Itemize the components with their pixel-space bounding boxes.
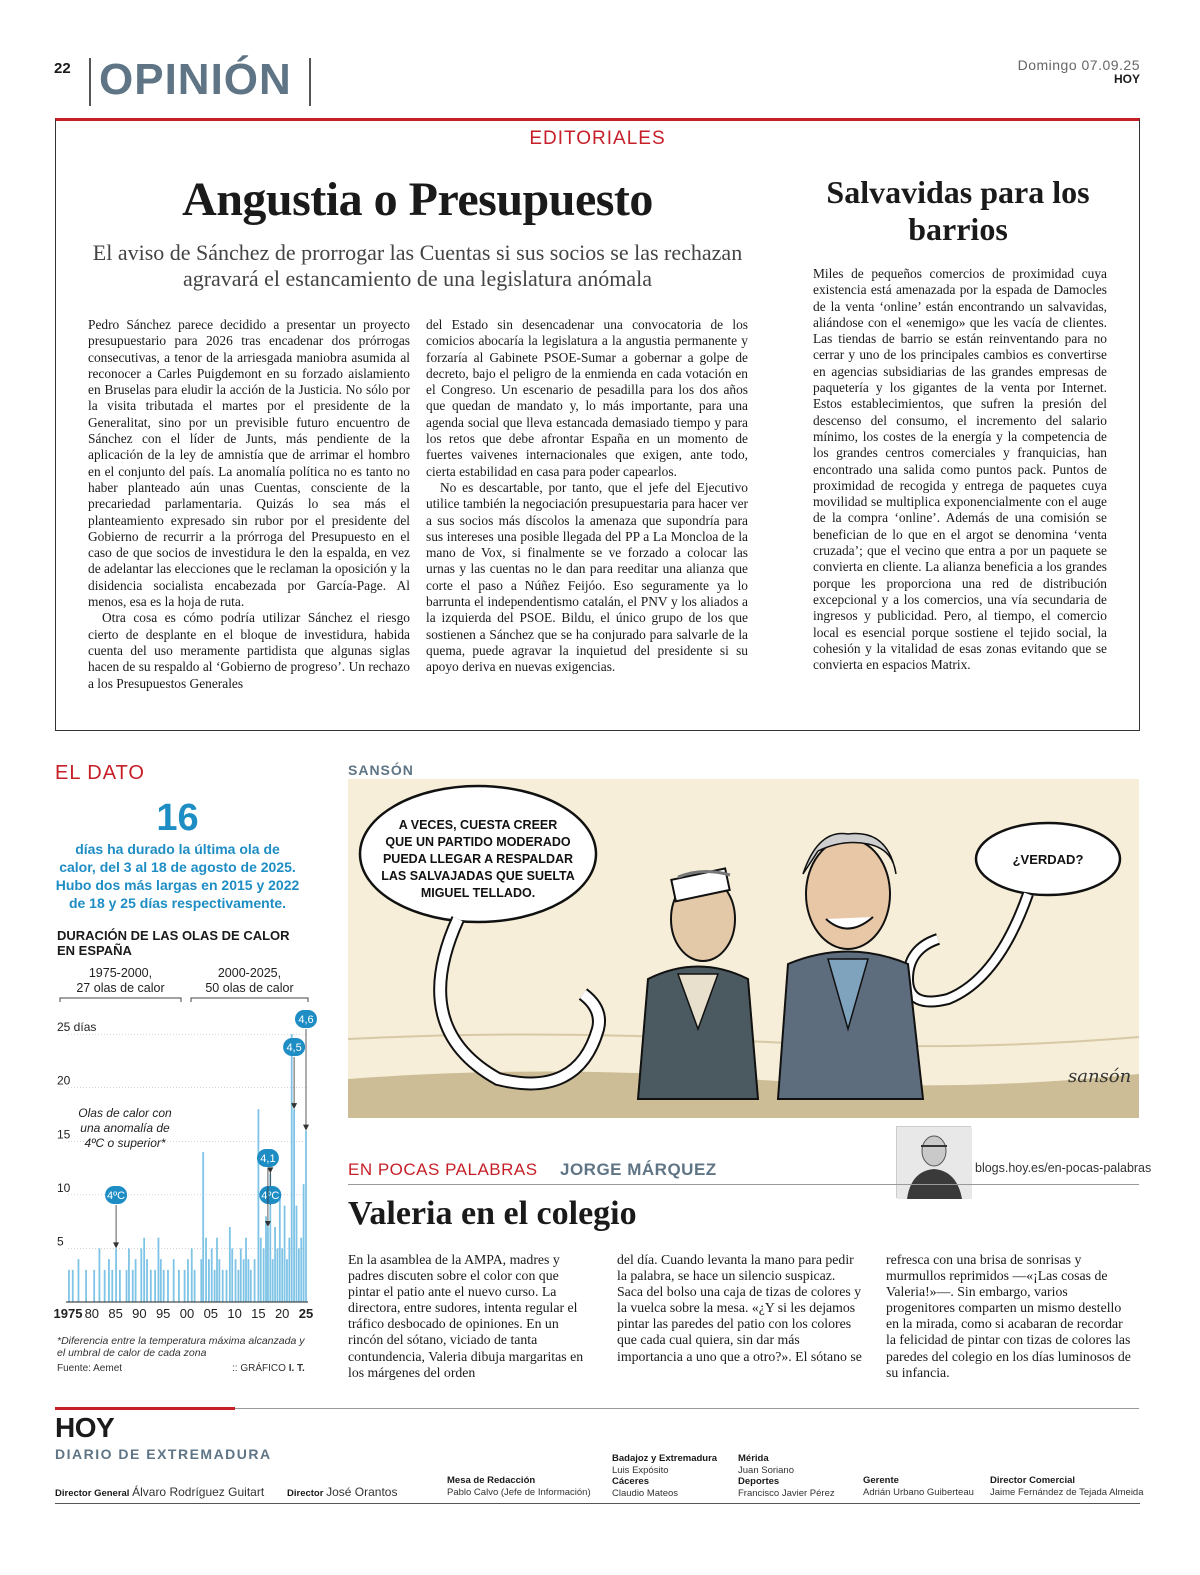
staff-director-general: Director General Álvaro Rodríguez Guitart — [55, 1485, 265, 1499]
wave-bar — [238, 1270, 240, 1302]
wave-bar — [72, 1270, 74, 1302]
period-label: 27 olas de calor — [76, 981, 165, 995]
wave-bar — [158, 1238, 160, 1302]
chart-footnote: *Diferencia entre la temperatura máxima alcanzada y el umbral de calor de cada zona — [57, 1335, 305, 1359]
anomaly-badge-label: 4,5 — [286, 1042, 302, 1054]
editorial-subheadline: El aviso de Sánchez de prorrogar las Cuentas si sus socios se las rechazan agravará el estancamiento de una legislatura anómala — [92, 240, 743, 291]
chart-credit-prefix: :: GRÁFICO — [232, 1363, 286, 1374]
wave-bar — [305, 1131, 307, 1302]
x-tick-label: 1975 — [53, 1306, 83, 1321]
chart-credit-name: I. T. — [288, 1363, 305, 1374]
wave-bar — [229, 1227, 231, 1302]
wave-bar — [298, 1248, 300, 1302]
wave-bar — [263, 1248, 265, 1302]
paragraph: No es descartable, por tanto, que el jefe del Ejecutivo utilice también la negociación presupuestaria para hacer ver a sus socios más díscolos la amenaza que supondría para sus intereses una posible llegada del PP a La Moncloa de la mano de Vox, si finalmente se ve forzado a colocar las urnas y las cuentas no le dan para reeditar una alianza que corte el paso a Núñez Feijóo. Eso seguramente ya lo barrunta el independentismo catalán, el PNV y los aliados a la izquierda del PSOE. Bildu, el único grupo de los que sostienen a Sánchez que se ha conjurado para salvarle de la quema, puede agravar la inquietud del presidente si su apoyo deriva en nuevas exigencias. — [426, 479, 748, 675]
x-tick-label: 05 — [203, 1306, 219, 1321]
paragraph: Otra cosa es cómo podría utilizar Sánchez el riesgo cierto de desplante en el bloque de investidura, habida cuenta del uso meramente partidista que algunas siglas hacen de su respaldo al ‘Gobierno de progreso’. Un rechazo a los Presupuestos Generales — [88, 610, 410, 691]
speech-line: MIGUEL TELLADO. — [420, 886, 536, 900]
speech-line: A VECES, CUESTA CREER — [398, 818, 558, 832]
wave-bar — [163, 1270, 165, 1302]
wave-bar — [187, 1259, 189, 1302]
wave-bar — [211, 1248, 213, 1302]
wave-bar — [126, 1270, 128, 1302]
column-text-2: del día. Cuando levanta la mano para pedir la palabra, se hace un silencio suspicaz. Saca del bolso una caja de tizas de colores y la vuelca sobre la mesa. «¿Y si les dejamos pintar las paredes del patio con los colores que cada cual quiera, sin dar más importancia a uno que a otro?». El sótano se — [617, 1252, 862, 1364]
header-divider — [309, 58, 311, 106]
author-avatar — [896, 1126, 971, 1198]
cartoon-signature: sansón — [1068, 1066, 1132, 1087]
paper-name: HOY — [1113, 72, 1140, 86]
side-editorial-headline: Salvavidas para los barrios — [826, 174, 1090, 247]
y-tick-label: 25 días — [57, 1020, 97, 1035]
period-bracket — [191, 998, 308, 1002]
x-tick-label: 15 — [251, 1306, 266, 1321]
staff-director: Director José Orantos — [287, 1485, 398, 1499]
wave-bar — [265, 1216, 267, 1302]
wave-bar — [184, 1270, 186, 1302]
wave-bar — [135, 1259, 137, 1302]
y-tick-label: 5 — [57, 1234, 64, 1249]
period-label: 50 olas de calor — [205, 981, 294, 995]
wave-bar — [93, 1270, 95, 1302]
annotation-text: una anomalía de — [80, 1121, 170, 1135]
column-headline: Valeria en el colegio — [348, 1195, 637, 1232]
section-title: OPINIÓN — [99, 55, 292, 104]
wave-bar — [191, 1248, 193, 1302]
wave-bar — [68, 1270, 70, 1302]
el-dato-label: EL DATO — [55, 762, 145, 784]
wave-bar — [303, 1184, 305, 1302]
wave-bar — [178, 1270, 180, 1302]
wave-bar — [291, 1034, 293, 1302]
wave-bar — [279, 1195, 281, 1302]
speech-line: LAS SALVAJADAS QUE SUELTA — [381, 869, 575, 883]
column-label: EN POCAS PALABRAS — [348, 1160, 538, 1179]
speech-text-right: ¿VERDAD? — [1012, 852, 1084, 867]
editorial-headline: Angustia o Presupuesto — [182, 173, 653, 226]
wave-bar — [154, 1270, 156, 1302]
y-tick-label: 15 — [57, 1127, 71, 1142]
footer-logo: HOY — [55, 1412, 115, 1443]
speech-line: PUEDA LLEGAR A RESPALDAR — [382, 852, 574, 866]
wave-bar — [235, 1259, 237, 1302]
footer-subtitle: DIARIO DE EXTREMADURA — [55, 1446, 272, 1462]
paragraph: del Estado sin desencadenar una convocatoria de los comicios abocaría la legislatura a la angustia permanente y forzaría al Gabinete PSOE-Sumar a gobernar a golpe de decreto, bajo el peligro de la enmienda en cada votación en el Congreso. Un escenario de pesadilla para los dos años que quedan de mandato y, lo más importante, para una agenda social que lleva estancada demasiado tiempo y para los retos que debe afrontar España en un momento de fuertes vaivenes internacionales que exigen, ante todo, cierta estabilidad en casa para poder capearlos. — [426, 317, 748, 479]
chart-source: Fuente: Aemet — [57, 1363, 123, 1374]
anomaly-badge-label: 4ºC — [107, 1190, 126, 1202]
wave-bar — [119, 1270, 121, 1302]
wave-bar — [140, 1248, 142, 1302]
staff-mesa: Mesa de Redacción Pablo Calvo (Jefe de Información) — [447, 1475, 591, 1498]
cartoon-label: SANSÓN — [348, 762, 414, 778]
staff-comercial: Director Comercial Jaime Fernández de Tejada Almeida — [990, 1475, 1144, 1498]
editorial-kicker: EDITORIALES — [529, 128, 666, 149]
chart-title: DURACIÓN DE LAS OLAS DE CALOR EN ESPAÑA — [57, 928, 290, 958]
anomaly-badge-label: 4,6 — [298, 1014, 314, 1026]
wave-bar — [208, 1259, 210, 1302]
editorial-column-2 — [426, 317, 748, 676]
column-author: JORGE MÁRQUEZ — [560, 1160, 717, 1179]
wave-bar — [260, 1238, 262, 1302]
anomaly-arrow — [303, 1125, 309, 1131]
wave-bar — [293, 1109, 295, 1302]
wave-bar — [248, 1259, 250, 1302]
y-tick-label: 20 — [57, 1073, 71, 1088]
x-tick-label: 90 — [132, 1306, 147, 1321]
anomaly-badge-label: 4,1 — [260, 1153, 276, 1165]
figure-left — [638, 868, 758, 1099]
x-tick-label: 80 — [84, 1306, 100, 1321]
wave-bar — [146, 1259, 148, 1302]
wave-bar — [194, 1270, 196, 1302]
footer-rule — [235, 1408, 1139, 1409]
el-dato-number: 16 — [156, 797, 199, 839]
staff-badajoz-caceres: Badajoz y Extremadura Luis Expósito Cáceres Claudio Mateos — [612, 1453, 718, 1499]
footer-bottom-rule — [55, 1503, 1140, 1504]
wave-bar — [258, 1109, 260, 1302]
chart-credit — [232, 1363, 305, 1374]
wave-bar — [214, 1270, 216, 1302]
wave-bar — [85, 1270, 87, 1302]
x-tick-label: 85 — [108, 1306, 123, 1321]
y-tick-label: 10 — [57, 1180, 71, 1195]
wave-bar — [78, 1259, 80, 1302]
wave-bar — [173, 1259, 175, 1302]
footer-accent-bar — [55, 1407, 235, 1410]
page-number: 22 — [54, 60, 71, 77]
annotation-text: Olas de calor con — [78, 1106, 172, 1120]
wave-bar — [205, 1238, 207, 1302]
staff-merida-deportes: Mérida Juan Soriano Deportes Francisco Javier Pérez — [738, 1453, 835, 1499]
wave-bar — [200, 1259, 202, 1302]
wave-bar — [104, 1270, 106, 1302]
wave-bar — [284, 1206, 286, 1302]
wave-bar — [132, 1270, 134, 1302]
wave-bar — [272, 1259, 274, 1302]
wave-bar — [167, 1270, 169, 1302]
staff-gerente: Gerente Adrián Urbano Guiberteau — [863, 1475, 974, 1498]
wave-bar — [277, 1248, 279, 1302]
wave-bar — [150, 1270, 152, 1302]
column-divider — [348, 1184, 1139, 1185]
x-tick-label: 00 — [179, 1306, 195, 1321]
wave-bar — [222, 1270, 224, 1302]
wave-bar — [218, 1259, 220, 1302]
anomaly-arrow — [113, 1242, 119, 1248]
column-text-1: En la asamblea de la AMPA, madres y padres discuten sobre el color con que pintar el patio ante el nuevo curso. La directora, entre sudores, intenta regular el tráfico desbocado de opiniones. En un rincón del sótano, viciado de tanta contundencia, Valeria dibuja margaritas en los márgenes del orden — [348, 1252, 584, 1380]
wave-bar — [250, 1270, 252, 1302]
wave-bar — [99, 1248, 101, 1302]
editorial-column-1 — [88, 317, 410, 692]
wave-bar — [281, 1248, 283, 1302]
wave-bar — [296, 1206, 298, 1302]
period-label: 2000-2025, — [217, 966, 282, 980]
wave-bar — [267, 1227, 269, 1302]
wave-bar — [274, 1227, 276, 1302]
wave-bar — [288, 1238, 290, 1302]
wave-bar — [286, 1259, 288, 1302]
wave-bar — [240, 1248, 242, 1302]
paragraph: Pedro Sánchez parece decidido a presentar un proyecto presupuestario para 2026 tras encadenar dos prórrogas consecutivas, a tenor de la arriesgada maniobra asumida al reconocer a Carles Puigdemont en su forzado aislamiento en Bruselas para eludir la acción de la Justicia. No sólo por la visita tributada el martes por el presidente de la Generalitat, sino por un previsible futuro encuentro de Sánchez con el líder de Junts, más pendiente de la aplicación de la ley de amnistía que de arrimar el hombro en el conjunto del país. La anomalía política no es tanto no haber planteado aún unas Cuentas, consciente de la precariedad parlamentaria. Quizás lo sea más el planteamiento expresado sin rubor por el presidente del Gobierno de recurrir a la prórroga del Presupuesto en el caso de que socios de investidura le den la espalda, en vez de adelantar las elecciones que le reclaman la oposición y la disidencia socialista encabezada por García-Page. Al menos, esa es la hoja de ruta. — [88, 317, 410, 610]
wave-bar — [245, 1238, 247, 1302]
wave-bar — [231, 1248, 233, 1302]
el-dato-text: días ha durado la última ola de calor, del 3 al 18 de agosto de 2025. Hubo dos más largas en 2015 y 2022 de 18 y 25 días respectivamente. — [55, 841, 300, 911]
cartoon-illustration — [348, 779, 1139, 1118]
figure-right — [778, 834, 923, 1100]
wave-bar — [300, 1238, 302, 1302]
column-blog-link[interactable]: blogs.hoy.es/en-pocas-palabras — [975, 1161, 1152, 1175]
wave-bar — [254, 1259, 256, 1302]
header-divider — [89, 58, 91, 106]
wave-bar — [128, 1248, 130, 1302]
wave-bar — [111, 1270, 113, 1302]
period-bracket — [60, 998, 181, 1002]
paragraph: Miles de pequeños comercios de proximidad cuya existencia está amenazada por la espada de Damocles de la venta ‘online’ están encontrando un salvavidas, aliándose con el «enemigo» que les vacía de clientes. Las tiendas de barrio se están reinventando para no cerrar y uno de los principales cambios es convertirse en agencias subsidiarias de las grandes empresas de paquetería y los gigantes de la venta por Internet. Estos establecimientos, que sufren la presión del descenso del consumo, el incremento del salario mínimo, los costes de la energía y la competencia de los grandes centros comerciales y franquicias, han encontrado una salida como puntos pack. Puntos de proximidad de recogida y entrega de paquetes cuya movilidad se multiplica exponencialmente con el auge de la compra ‘online’. Además de una comisión se benefician de lo que en el argot se denomina ‘venta cruzada’; que el vecino que entra a por un paquete se convierta en cliente. La alianza beneficia a los grandes porque les proporciona una red de distribución excepcional y a los comercios, una vía secundaria de ingresos y publicidad. Pero, al tiempo, el comercio local es esencial porque sostiene el tejido social, la cohesión y la vitalidad de esas zonas evitando que se convierta en espacios Matrix. — [813, 266, 1107, 673]
annotation-text: 4ºC o superior* — [84, 1136, 166, 1150]
anomaly-badge-label: 4ºC — [261, 1190, 280, 1202]
wave-bar — [243, 1259, 245, 1302]
wave-bar — [143, 1238, 145, 1302]
period-label: 1975-2000, — [88, 966, 153, 980]
wave-bar — [226, 1270, 228, 1302]
column-text-3: refresca con una brisa de sonrisas y murmullos reprimidos —«¡Las cosas de Valeria!»—. Sin embargo, varios progenitores comparten un mismo destello en la mirada, como si acabaran de recordar la felicidad de pintar con tizas de colores las paredes del colegio en los días luminosos de su infancia. — [886, 1252, 1131, 1380]
wave-bar — [160, 1259, 162, 1302]
wave-bar — [216, 1238, 218, 1302]
wave-bar — [115, 1248, 117, 1302]
x-tick-label: 10 — [227, 1306, 242, 1321]
wave-bar — [202, 1152, 204, 1302]
heatwave-chart — [50, 962, 312, 1334]
wave-bar — [108, 1259, 110, 1302]
issue-date: Domingo 07.09.25 — [1017, 57, 1140, 73]
x-tick-label: 20 — [274, 1306, 290, 1321]
x-tick-label: 25 — [298, 1306, 314, 1321]
speech-line: QUE UN PARTIDO MODERADO — [385, 835, 571, 849]
x-tick-label: 95 — [155, 1306, 171, 1321]
side-editorial-body — [813, 266, 1107, 673]
